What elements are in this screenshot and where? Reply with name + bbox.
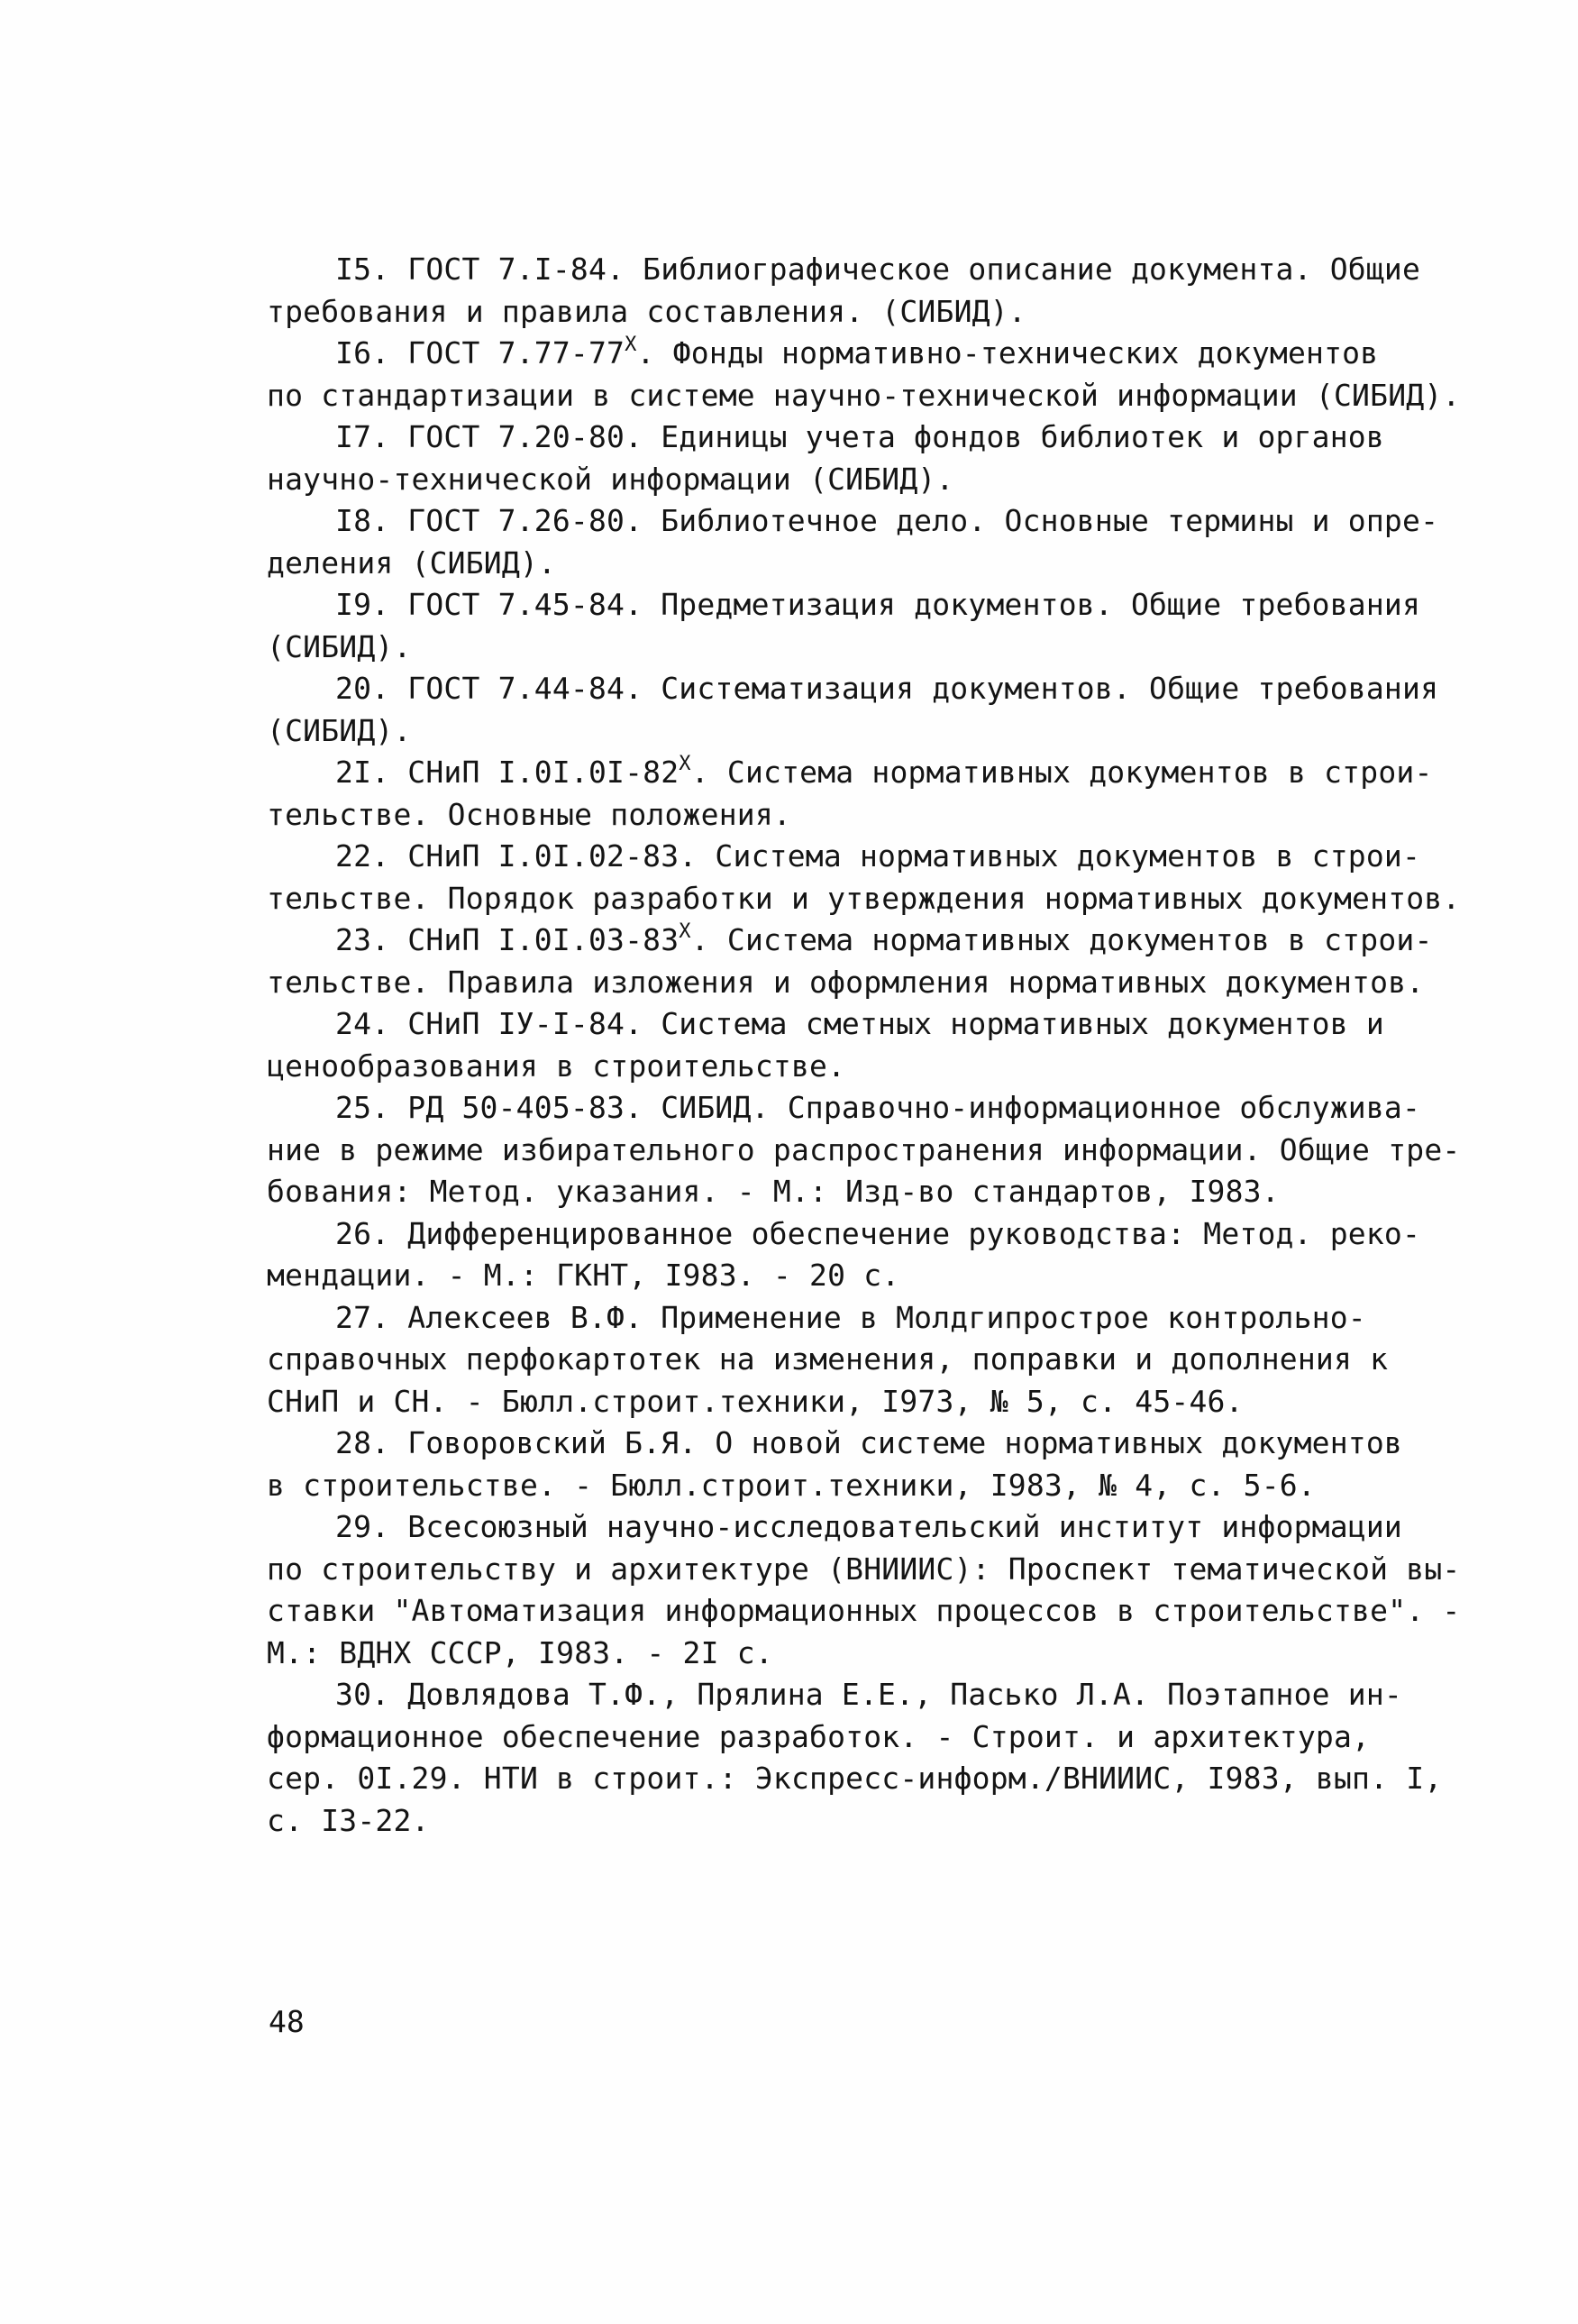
reference-entry: [267, 752, 1433, 836]
reference-line: тельстве. Правила изложения и оформления нормативных документов.: [267, 964, 1425, 1000]
reference-entry: [267, 1674, 1443, 1842]
superscript-mark: X: [679, 920, 691, 943]
reference-line: М.: ВДНХ СССР, I983. - 2I с.: [267, 1634, 773, 1670]
reference-line: [267, 1213, 1429, 1256]
reference-line: [267, 416, 1429, 459]
reference-entry: [267, 500, 1439, 584]
reference-text: ГОСТ 7.26-80. Библиотечное дело. Основные термины и опре-: [407, 503, 1439, 538]
reference-line: требования и правила составления. (СИБИД).: [267, 293, 1026, 329]
reference-text: СНиП I.0I.0I-82: [407, 755, 680, 790]
reference-text: . Фонды нормативно-технических документов: [636, 335, 1379, 371]
reference-entry: [267, 1506, 1461, 1674]
reference-entry: [267, 584, 1429, 668]
reference-line: [267, 584, 1429, 627]
reference-text: ГОСТ 7.20-80. Единицы учета фондов библиотек и органов: [407, 419, 1384, 454]
superscript-mark: X: [625, 334, 637, 356]
reference-entry: [267, 668, 1439, 752]
reference-text: Довлядова Т.Ф., Прялина Е.Е., Пасько Л.А. Поэтапное ин-: [407, 1677, 1403, 1712]
reference-line: ние в режиме избирательного распространения информации. Общие тре-: [267, 1131, 1461, 1167]
reference-text: ГОСТ 7.I-84. Библиографическое описание документа. Общие: [407, 252, 1421, 287]
reference-line: в строительстве. - Бюлл.строит.техники, I983, № 4, с. 5-6.: [267, 1467, 1316, 1503]
reference-text: Говоровский Б.Я. О новой системе нормативных документов: [407, 1425, 1403, 1460]
page-number: 48: [269, 2004, 305, 2039]
superscript-mark: X: [679, 753, 691, 775]
reference-line: [267, 333, 1429, 375]
reference-entry: [267, 1423, 1429, 1506]
reference-number: 20.: [335, 671, 390, 706]
reference-line: [267, 249, 1429, 291]
reference-line: сер. 0I.29. НТИ в строит.: Экспресс-информ./ВНИИИС, I983, вып. I,: [267, 1761, 1443, 1796]
reference-entry: [267, 1087, 1461, 1213]
reference-number: 29.: [335, 1509, 390, 1544]
reference-line: тельстве. Основные положения.: [267, 796, 791, 832]
reference-list: [267, 249, 1461, 1842]
reference-text: Алексеев В.Ф. Применение в Молдгипрострое контрольно-: [407, 1299, 1366, 1335]
reference-line: [267, 920, 1433, 962]
reference-line: [267, 1003, 1429, 1046]
reference-line: [267, 1674, 1429, 1716]
reference-text: Всесоюзный научно-исследовательский институт информации: [407, 1509, 1403, 1544]
reference-text: ГОСТ 7.44-84. Систематизация документов. Общие требования: [407, 671, 1439, 706]
reference-number: 23.: [335, 922, 390, 957]
reference-entry: [267, 333, 1461, 416]
reference-line: бования: Метод. указания. - М.: Изд-во стандартов, I983.: [267, 1174, 1280, 1209]
reference-entry: [267, 836, 1461, 920]
reference-number: 30.: [335, 1677, 390, 1712]
reference-text: ГОСТ 7.77-77: [407, 335, 625, 371]
reference-text: . Система нормативных документов в строи-: [690, 755, 1433, 790]
reference-line: тельстве. Порядок разработки и утверждения нормативных документов.: [267, 880, 1461, 916]
reference-line: с. I3-22.: [267, 1802, 430, 1838]
reference-line: по строительству и архитектуре (ВНИИИС): Проспект тематической вы-: [267, 1551, 1461, 1587]
reference-line: научно-технической информации (СИБИД).: [267, 461, 954, 497]
reference-line: (СИБИД).: [267, 712, 412, 748]
reference-text: . Система нормативных документов в строи-: [690, 922, 1433, 957]
reference-line: по стандартизации в системе научно-технической информации (СИБИД).: [267, 377, 1461, 413]
reference-number: 22.: [335, 838, 390, 874]
reference-number: I6.: [335, 335, 390, 371]
reference-line: формационное обеспечение разработок. - Строит. и архитектура,: [267, 1718, 1371, 1754]
reference-number: I5.: [335, 252, 390, 287]
reference-line: справочных перфокартотек на изменения, поправки и дополнения к: [267, 1341, 1389, 1377]
reference-number: 28.: [335, 1425, 390, 1460]
reference-text: РД 50-405-83. СИБИД. Справочно-информационное обслужива-: [407, 1090, 1421, 1125]
reference-line: [267, 836, 1429, 878]
reference-number: I7.: [335, 419, 390, 454]
reference-entry: [267, 1297, 1429, 1423]
reference-line: СНиП и СН. - Бюлл.строит.техники, I973, № 5, с. 45-46.: [267, 1383, 1244, 1419]
reference-text: СНиП I.0I.03-83: [407, 922, 680, 957]
reference-entry: [267, 416, 1429, 500]
reference-number: 26.: [335, 1215, 390, 1251]
reference-number: 24.: [335, 1006, 390, 1041]
reference-line: [267, 668, 1439, 710]
reference-entry: [267, 1213, 1429, 1297]
reference-line: мендации. - М.: ГКНТ, I983. - 20 с.: [267, 1258, 900, 1293]
reference-text: ГОСТ 7.45-84. Предметизация документов. Общие требования: [407, 587, 1421, 622]
reference-line: [267, 500, 1439, 543]
reference-line: (СИБИД).: [267, 628, 412, 664]
reference-number: I9.: [335, 587, 390, 622]
reference-number: 27.: [335, 1299, 390, 1335]
reference-entry: [267, 249, 1429, 333]
reference-text: Дифференцированное обеспечение руководства: Метод. реко-: [407, 1215, 1421, 1251]
reference-line: [267, 752, 1433, 794]
reference-line: ценообразования в строительстве.: [267, 1048, 846, 1084]
reference-line: [267, 1087, 1429, 1130]
reference-line: деления (СИБИД).: [267, 544, 557, 581]
reference-text: СНиП I.0I.02-83. Система нормативных документов в строи-: [407, 838, 1421, 874]
reference-number: 25.: [335, 1090, 390, 1125]
reference-number: 2I.: [335, 755, 390, 790]
reference-entry: [267, 920, 1433, 1003]
reference-line: ставки "Автоматизация информационных процессов в строительстве". -: [267, 1593, 1461, 1628]
reference-line: [267, 1423, 1429, 1465]
reference-line: [267, 1297, 1429, 1340]
reference-number: I8.: [335, 503, 390, 538]
reference-entry: [267, 1003, 1429, 1087]
reference-line: [267, 1506, 1429, 1549]
reference-text: СНиП IУ-I-84. Система сметных нормативных документов и: [407, 1006, 1384, 1041]
